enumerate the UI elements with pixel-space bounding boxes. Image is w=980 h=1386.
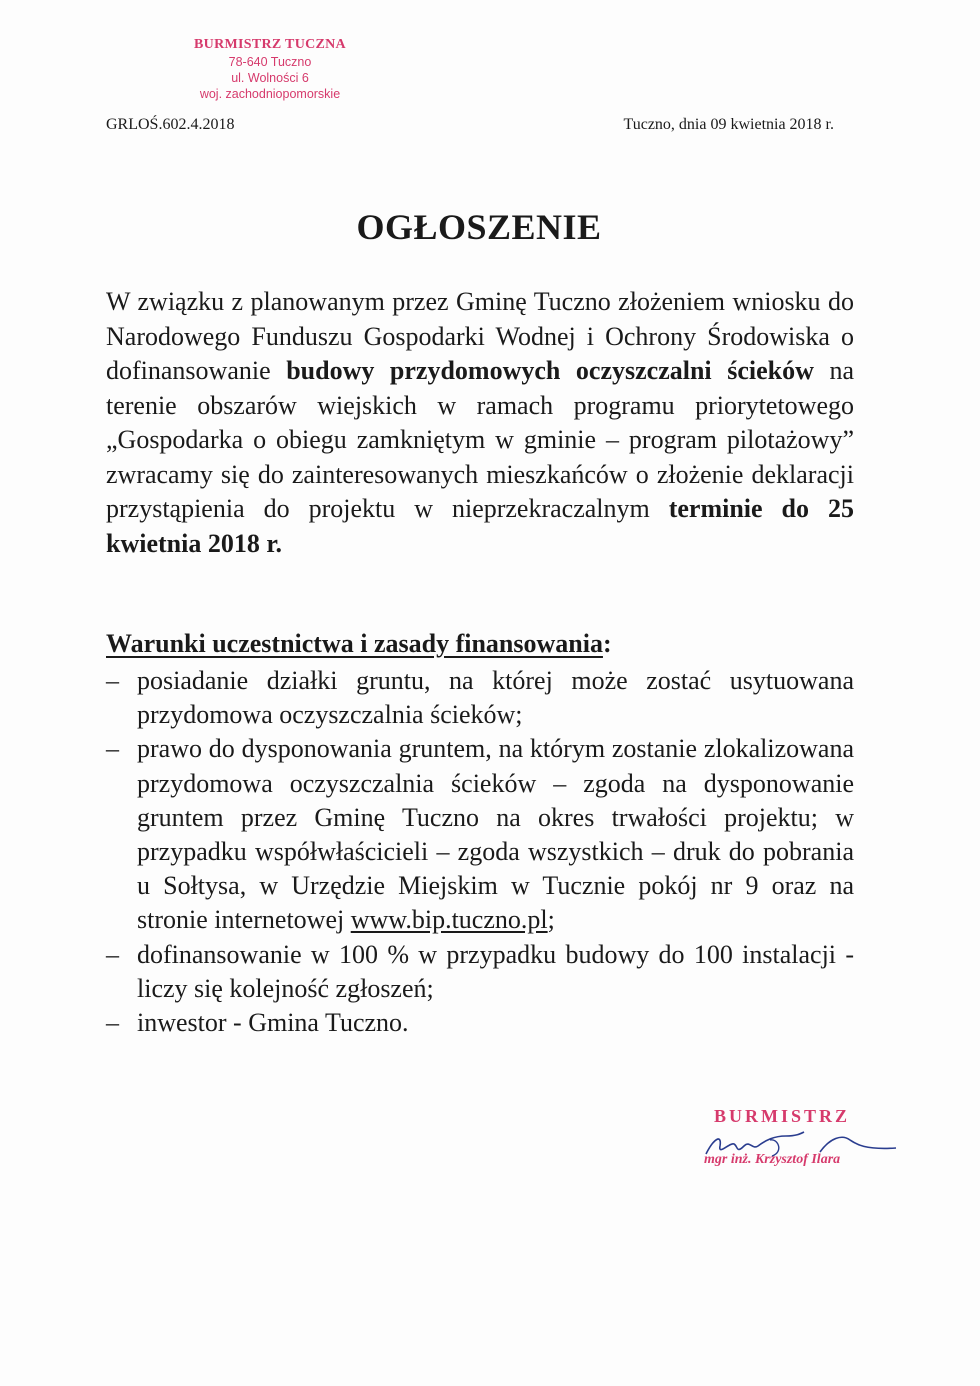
condition-text: posiadanie działki gruntu, na której może zostać usytuowana przydomowa oczyszczalnia ścieków; <box>137 666 854 730</box>
signature-name: mgr inż. Krzysztof Ilara <box>704 1152 841 1167</box>
conditions-list <box>106 664 854 1040</box>
stamp-title: BURMISTRZ TUCZNA <box>194 37 346 52</box>
list-item <box>106 664 854 732</box>
signature-block <box>700 1106 900 1167</box>
conditions-heading-text: Warunki uczestnictwa i zasady finansowania <box>106 629 603 658</box>
list-dash: – <box>106 939 119 969</box>
list-dash: – <box>106 1008 119 1038</box>
stamp-street: ul. Wolności 6 <box>231 71 309 85</box>
intro-paragraph <box>106 285 854 561</box>
condition-end: ; <box>547 905 555 935</box>
conditions-heading <box>106 627 612 661</box>
document-date: Tuczno, dnia 09 kwietnia 2018 r. <box>623 116 834 133</box>
list-item <box>106 1006 854 1040</box>
intro-text-1: W związku z planowanym przez Gminę Tuczno złożeniem wniosku do Narodowego Funduszu Gospodarki Wodnej i Ochrony Środowiska o dofinansowanie <box>106 287 854 385</box>
intro-text-2: na terenie obszarów wiejskich w ramach programu priorytetowego „Gospodarka o obiegu zamkniętym w gminie – program pilotażowy” zwracamy się do zainteresowanych mieszkańców o złożenie deklaracji przystąpienia do projektu w nieprzekraczalnym <box>106 356 854 523</box>
reference-number: GRLOŚ.602.4.2018 <box>106 116 235 133</box>
list-item <box>106 938 854 1006</box>
intro-bold-1: budowy przydomowych oczyszczalni ścieków <box>286 356 814 385</box>
condition-text: dofinansowanie w 100 % w przypadku budowy do 100 instalacji - liczy się kolejność zgłoszeń; <box>137 939 854 1003</box>
bip-link[interactable]: www.bip.tuczno.pl <box>350 905 548 935</box>
list-dash: – <box>106 666 119 695</box>
intro-bold-deadline: terminie do 25 kwietnia 2018 r. <box>106 494 854 558</box>
signature-title: BURMISTRZ <box>714 1106 851 1126</box>
list-dash: – <box>106 734 119 764</box>
stamp-region: woj. zachodniopomorskie <box>199 87 341 101</box>
office-stamp <box>150 36 390 102</box>
condition-text: inwestor - Gmina Tuczno. <box>137 1008 409 1038</box>
list-item <box>106 732 854 937</box>
stamp-postal: 78-640 Tuczno <box>228 55 312 69</box>
conditions-heading-colon: : <box>602 629 612 658</box>
page-title: OGŁOSZENIE <box>356 207 602 247</box>
condition-text: prawo do dysponowania gruntem, na którym zostanie zlokalizowana przydomowa oczyszczalnia ścieków – zgoda na dysponowanie gruntem przez Gminę Tuczno na okres trwałości projektu; w przypadku współwłaścicieli – zgoda wszystkich – druk do pobrania u Sołtysa, w Urzędzie Miejskim w Tucznie pokój nr 9 oraz na stronie internetowej <box>137 734 854 935</box>
